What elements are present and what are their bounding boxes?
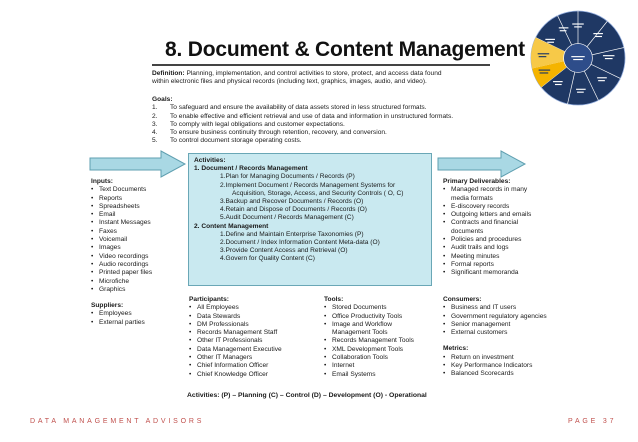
goal-number: 3.: [152, 120, 158, 128]
goals-heading: Goals:: [152, 96, 173, 103]
list-item: • Collaboration Tools: [324, 354, 436, 362]
activities-heading: Activities:: [194, 157, 226, 164]
list-item: • Text Documents: [91, 186, 186, 194]
activities-section-2: 2. Content Management: [194, 222, 269, 230]
page-title: 8. Document & Content Management: [165, 38, 525, 61]
consumers-column: [443, 296, 573, 379]
list-item: • DM Professionals: [189, 321, 314, 329]
goals: [152, 96, 512, 146]
list-item: • Image and Workflow: [324, 321, 436, 329]
tools-heading: Tools:: [324, 296, 344, 303]
output-arrow-icon: [437, 150, 527, 178]
list-item: • Other IT Managers: [189, 354, 314, 362]
consumers-heading: Consumers:: [443, 296, 482, 303]
dama-wheel-icon: [530, 10, 626, 106]
activity-item: 4.Govern for Quality Content (C): [220, 255, 315, 263]
list-item: • Email Systems: [324, 371, 436, 379]
goal-text: To ensure business continuity through retention, recovery, and conversion.: [170, 129, 387, 137]
list-item: • Printed paper files: [91, 269, 186, 277]
list-item: • Faxes: [91, 228, 186, 236]
goal-text: To control document storage operating costs.: [170, 137, 302, 145]
list-item: • Business and IT users: [443, 304, 573, 312]
activity-item: 5.Audit Document / Records Management (C): [220, 214, 354, 222]
activities-section-1: 1. Document / Records Management: [194, 165, 308, 173]
participants-heading: Participants:: [189, 296, 229, 303]
activity-item: 3.Backup and Recover Documents / Records (O): [220, 198, 364, 206]
list-item: • Images: [91, 244, 186, 252]
goal-number: 5.: [152, 137, 158, 145]
list-item: • Formal reports: [443, 261, 558, 269]
list-item: • Voicemail: [91, 236, 186, 244]
list-item: • Stored Documents: [324, 304, 436, 312]
goal-text: To enable effective and efficient retrieval and use of data and information in unstructured formats.: [170, 112, 454, 120]
activity-item: 3.Provide Content Access and Retrieval (O): [220, 247, 348, 255]
goal-item: [152, 113, 512, 121]
goal-text: To comply with legal obligations and customer expectations.: [170, 120, 345, 128]
definition: [152, 70, 507, 87]
list-item: • Graphics: [91, 286, 186, 294]
activity-item: 2.Implement Document / Records Management Systems for: [220, 181, 396, 189]
goal-item: [152, 137, 512, 145]
participants-column: [189, 296, 314, 379]
list-item: • Audit trails and logs: [443, 244, 558, 252]
goal-item: [152, 104, 512, 112]
list-item: • Data Stewards: [189, 313, 314, 321]
list-item: • All Employees: [189, 304, 314, 312]
tools-column: [324, 296, 436, 379]
list-item: Management Tools: [332, 329, 388, 337]
metrics-heading: Metrics:: [443, 345, 469, 353]
list-item: • Employees: [91, 310, 186, 318]
deliverables-column: [443, 178, 558, 278]
list-item: • Chief Information Officer: [189, 362, 314, 370]
list-item: media formats: [451, 194, 493, 202]
goal-number: 1.: [152, 104, 158, 112]
list-item: • Office Productivity Tools: [324, 313, 436, 321]
list-item: • Outgoing letters and emails: [443, 211, 558, 219]
page-number: PAGE 37: [568, 418, 617, 425]
list-item: • XML Development Tools: [324, 346, 436, 354]
list-item: • Chief Knowledge Officer: [189, 371, 314, 379]
list-item: • E-discovery records: [443, 203, 558, 211]
list-item: • Audio recordings: [91, 261, 186, 269]
activities-box: [188, 153, 432, 286]
list-item: • Meeting minutes: [443, 253, 558, 261]
list-item: • Data Management Executive: [189, 346, 314, 354]
inputs-column: [91, 178, 186, 327]
list-item: • Email: [91, 211, 186, 219]
list-item: • Senior management: [443, 321, 573, 329]
activity-item: 1.Define and Maintain Enterprise Taxonomies (P): [220, 230, 364, 238]
goal-text: To safeguard and ensure the availability of data assets stored in less structured formats.: [170, 104, 427, 112]
list-item: • Internet: [324, 362, 436, 370]
deliverables-heading: Primary Deliverables:: [443, 178, 511, 185]
list-item: • Spreadsheets: [91, 203, 186, 211]
goal-number: 4.: [152, 129, 158, 137]
list-item: • Microfiche: [91, 278, 186, 286]
list-item: • Significant memoranda: [443, 269, 558, 277]
goal-number: 2.: [152, 112, 158, 120]
activity-item: 1.Plan for Managing Documents / Records (P): [220, 173, 355, 181]
list-item: • Government regulatory agencies: [443, 313, 573, 321]
goal-item: [152, 129, 512, 137]
input-arrow-icon: [89, 150, 187, 178]
inputs-heading: Inputs:: [91, 178, 113, 185]
list-item: • Records Management Staff: [189, 329, 314, 337]
list-item: • Balanced Scorecards: [443, 370, 573, 378]
list-item: • Key Performance Indicators: [443, 362, 573, 370]
list-item: • Managed records in many: [443, 186, 558, 194]
footer-brand: DATA MANAGEMENT ADVISORS: [30, 418, 205, 425]
list-item: • Return on investment: [443, 354, 573, 362]
list-item: documents: [451, 227, 484, 235]
activity-item: Acquisition, Storage, Access, and Security Controls ( O, C): [232, 189, 404, 197]
activities-legend: Activities: (P) – Planning (C) – Control (D) – Development (O) - Operational: [187, 392, 427, 399]
list-item: • Other IT Professionals: [189, 337, 314, 345]
list-item: • Video recordings: [91, 253, 186, 261]
suppliers-heading: Suppliers:: [91, 302, 124, 310]
definition-label: Definition:: [152, 70, 185, 77]
list-item: • Contracts and financial: [443, 219, 558, 227]
definition-text-2: within electronic files and physical records (including text, graphics, images, audio, and video).: [152, 78, 427, 86]
definition-text-1: Planning, implementation, and control activities to store, protect, and access data found: [184, 70, 442, 77]
activity-item: 2.Document / Index Information Content Meta-data (O): [220, 239, 380, 247]
activity-item: 4.Retain and Dispose of Documents / Records (O): [220, 206, 367, 214]
list-item: • External parties: [91, 319, 186, 327]
list-item: • Reports: [91, 195, 186, 203]
list-item: • External customers: [443, 329, 573, 337]
list-item: • Records Management Tools: [324, 337, 436, 345]
list-item: • Instant Messages: [91, 219, 186, 227]
list-item: • Policies and procedures: [443, 236, 558, 244]
title-underline: [152, 64, 490, 66]
goal-item: [152, 121, 512, 129]
